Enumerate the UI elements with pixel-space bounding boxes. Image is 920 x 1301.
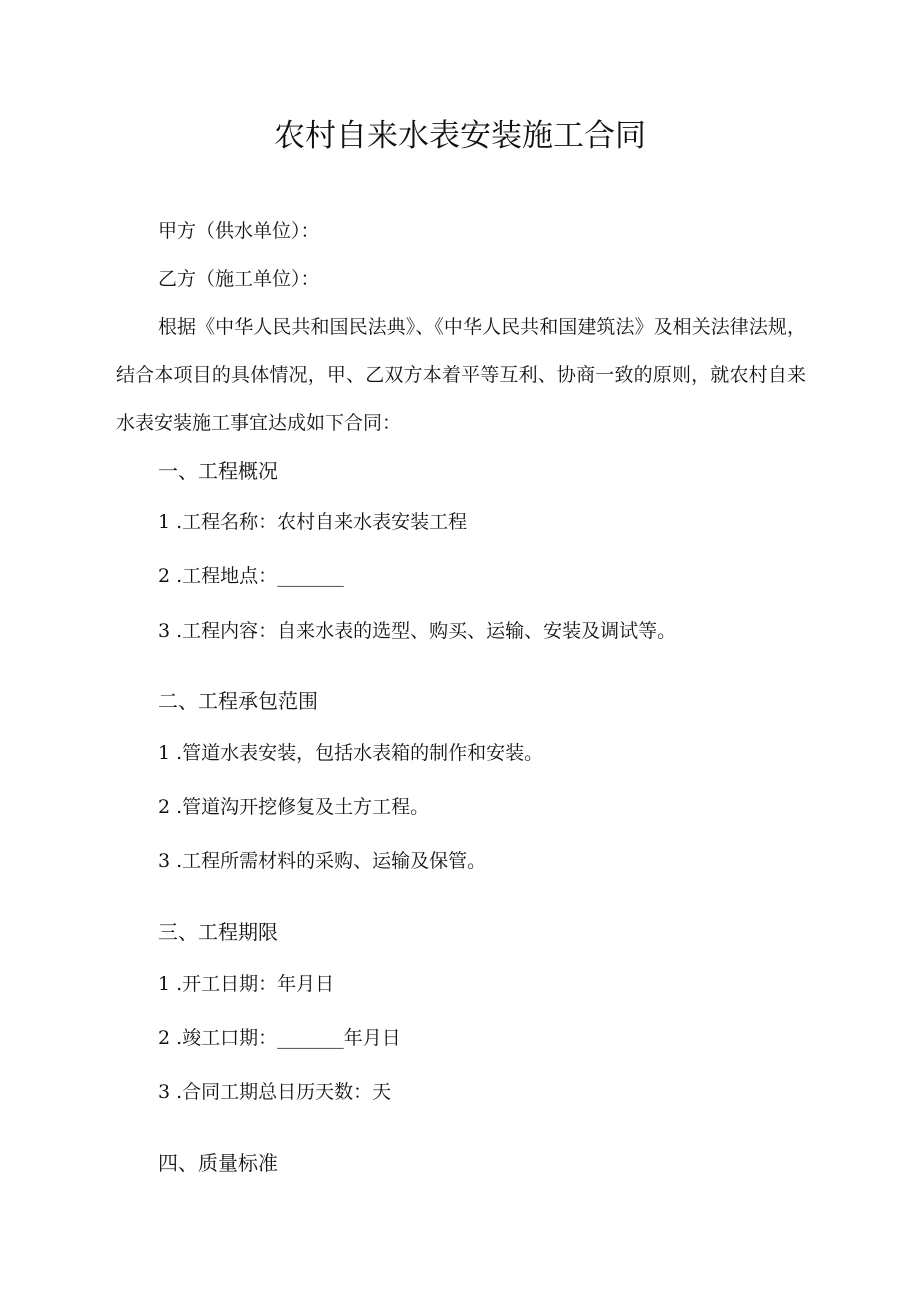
document-title: 农村自来水表安装施工合同	[274, 118, 646, 154]
section-3-item-2	[158, 1024, 401, 1052]
party-a-line: 甲方（供水单位）：	[158, 220, 320, 242]
blank-underline: _______	[277, 565, 344, 587]
party-b-line: 乙方（施工单位）：	[158, 268, 320, 290]
section-3-item-3	[158, 1078, 391, 1106]
item-number: 2	[158, 1027, 171, 1049]
item-number: 3	[158, 1081, 171, 1103]
section-heading-1: 一、工程概况	[158, 459, 278, 483]
item-text: .竣工口期：	[176, 1027, 278, 1049]
section-1-item-3	[158, 617, 676, 645]
item-number: 1	[158, 511, 171, 533]
item-suffix: 年月日	[343, 1027, 401, 1049]
item-text: .管道水表安装，包括水表箱的制作和安装。	[176, 742, 544, 764]
item-number: 1	[158, 973, 171, 995]
section-2-item-1	[158, 739, 543, 767]
section-2-item-2	[158, 793, 429, 821]
item-number: 3	[158, 620, 171, 642]
item-text: .合同工期总日历天数：天	[176, 1081, 392, 1103]
intro-paragraph: 根据《中华人民共和国民法典》、《中华人民共和国建筑法》及相关法律法规，结合本项目的具体情况，甲、乙双方本着平等互利、协商一致的原则，就农村自来水表安装施工事宜达成如下合同：	[116, 316, 806, 434]
section-3-item-1	[158, 970, 334, 998]
item-number: 2	[158, 565, 171, 587]
section-1-item-2	[158, 562, 344, 590]
item-number: 1	[158, 742, 171, 764]
item-text: .工程内容：自来水表的选型、购买、运输、安装及调试等。	[176, 620, 677, 642]
section-2-item-3	[158, 847, 486, 875]
item-number: 3	[158, 850, 171, 872]
item-text: .工程所需材料的采购、运输及保管。	[176, 850, 487, 872]
section-heading-2: 二、工程承包范围	[158, 689, 318, 713]
blank-underline: _______	[277, 1027, 344, 1049]
item-text: .管道沟开挖修复及土方工程。	[176, 796, 430, 818]
item-number: 2	[158, 796, 171, 818]
section-1-item-1	[158, 508, 467, 536]
item-text: .工程名称：农村自来水表安装工程	[176, 511, 468, 533]
item-text: .工程地点：	[176, 565, 278, 587]
item-text: .开工日期：年月日	[176, 973, 335, 995]
section-heading-3: 三、工程期限	[158, 920, 278, 944]
section-heading-4: 四、质量标准	[158, 1151, 278, 1175]
